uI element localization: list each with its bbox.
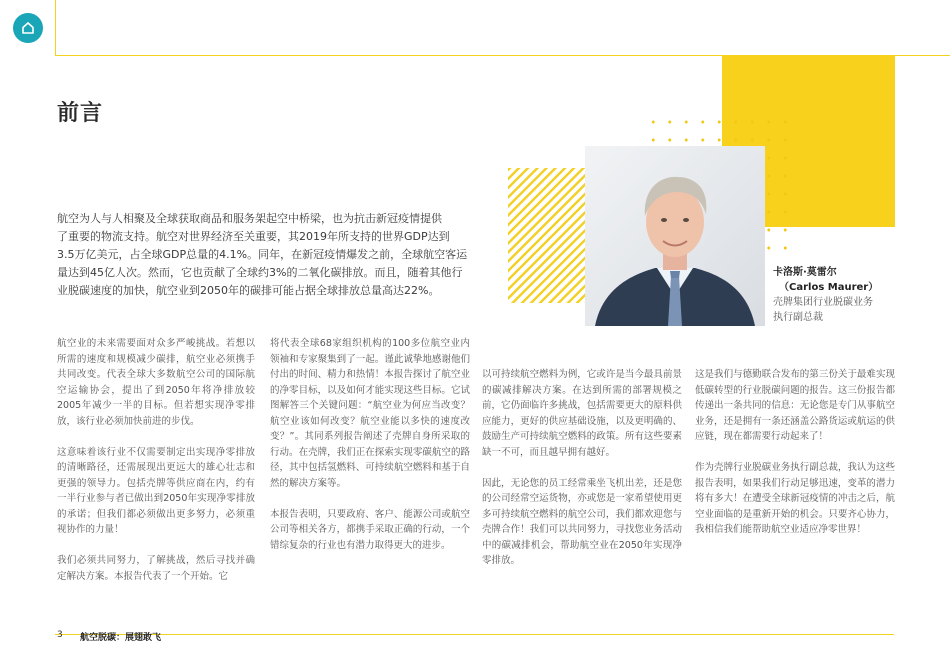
- intro-paragraph: [57, 210, 497, 300]
- page-title: 前言: [57, 101, 104, 126]
- caption-name-en: （Carlos Maurer）: [779, 282, 879, 293]
- portrait-photo: [585, 146, 765, 326]
- paragraph: 本报告表明，只要政府、客户、能源公司或航空公司等相关各方，都携手采取正确的行动，一个错综复杂的行业也有潜力取得更大的进步。: [270, 508, 470, 551]
- body-column-3: [482, 367, 682, 584]
- paragraph: 航空业的未来需要面对众多严峻挑战。若想以所需的速度和规模减少碳排，航空业必须携手共同改变。代表全球大多数航空公司的国际航空运输协会，提出了到2050年将净排放较2005年减少一半的目标。但若想实现净零排放，该行业必须加快前进的步伐。: [57, 338, 255, 427]
- intro-line: 量达到45亿人次。然而，它也贡献了全球约3%的二氧化碳排放。而且，随着其他行: [57, 266, 463, 279]
- footer-title: 航空脱碳：展翅敢飞: [80, 633, 162, 643]
- header-divider-vertical: [55, 0, 56, 56]
- paragraph: 作为壳牌行业脱碳业务执行副总裁，我认为这些报告表明，如果我们行动足够迅速，变革的潜力将有多大！在遭受全球新冠疫情的冲击之后，航空业面临的是重新开始的机会。只要齐心协力，我相信我们能帮助航空业适应净零世界！: [695, 462, 895, 535]
- caption-role: 执行副总裁: [773, 312, 823, 323]
- paragraph: 将代表全球68家组织机构的100多位航空业内领袖和专家聚集到了一起。谨此诚挚地感谢他们付出的时间、精力和热情！本报告探讨了航空业的净零目标，以及如何才能实现这些目标。它试图解答三个关键问题：“航空业为何应当改变？航空业该如何改变？航空业能以多快的速度改变？”。其同系列报告阐述了壳牌自身所采取的行动。在壳牌，我们正在探索实现零碳航空的路径，其中包括氢燃料、可持续航空燃料和基于自然的解决方案等。: [270, 338, 470, 489]
- paragraph: 这意味着该行业不仅需要制定出实现净零排放的清晰路径，还需展现出更远大的雄心壮志和更强的领导力。包括壳牌等供应商在内，约有一半行业参与者已做出到2050年实现净零排放的承诺；但我们都必须做出更多努力，必须重视协作的力量！: [57, 446, 255, 535]
- intro-line: 3.5万亿美元，占全球GDP总量的4.1%。同年，在新冠疫情爆发之前，全球航空客运: [57, 248, 468, 261]
- body-column-1: [57, 336, 255, 600]
- photo-caption: [773, 265, 893, 325]
- paragraph: 我们必须共同努力，了解挑战，然后寻找并确定解决方案。本报告代表了一个开始。它: [57, 555, 255, 582]
- caption-name: 卡洛斯·莫雷尔: [773, 267, 837, 278]
- intro-line: 业脱碳速度的加快，航空业到2050年的碳排可能占据全球排放总量高达22%。: [57, 284, 440, 297]
- body-column-2: [270, 336, 470, 569]
- intro-line: 了重要的物流支持。航空对世界经济至关重要，其2019年所支持的世界GDP达到: [57, 230, 450, 243]
- footer-divider: [55, 634, 894, 635]
- paragraph: 这是我们与德勤联合发布的第三份关于最难实现低碳转型的行业脱碳问题的报告。这三份报告都传递出一条共同的信息：无论您是专门从事航空业务，还是拥有一条还涵盖公路货运或航运的供应链，现在都需要行动起来了！: [695, 369, 895, 442]
- paragraph: 以可持续航空燃料为例，它或许是当今最具前景的碳减排解决方案。在达到所需的部署规模之前，它仍面临许多挑战，包括需要更大的原料供应能力，更好的供应基础设施，以及更明确的、鼓励生产可持续航空燃料的政策。所有这些要素缺一不可，而且越早拥有越好。: [482, 369, 682, 458]
- caption-role: 壳牌集团行业脱碳业务: [773, 297, 873, 308]
- home-icon: [20, 20, 36, 36]
- intro-line: 航空为人与人相聚及全球获取商品和服务架起空中桥梁，也为抗击新冠疫情提供: [57, 212, 442, 225]
- page-number: 3: [57, 630, 63, 640]
- home-button[interactable]: [13, 13, 43, 43]
- body-column-4: [695, 367, 895, 553]
- paragraph: 因此，无论您的员工经常乘坐飞机出差，还是您的公司经常空运货物，亦或您是一家希望使用更多可持续航空燃料的航空公司，我们都欢迎您与壳牌合作！我们可以共同努力，寻找您业务活动中的碳减排机会，帮助航空业在2050年实现净零排放。: [482, 477, 682, 566]
